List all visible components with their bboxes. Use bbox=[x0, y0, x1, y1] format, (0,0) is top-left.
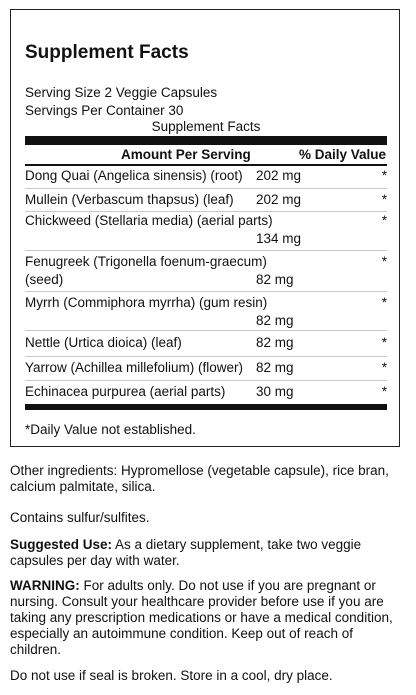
ingredient-dv: * bbox=[381, 360, 387, 375]
warning-label: WARNING: bbox=[10, 578, 80, 593]
row-divider bbox=[25, 356, 387, 357]
ingredient-row bbox=[25, 335, 387, 355]
suggested-use-text: As a dietary supplement, take two veggie bbox=[112, 537, 362, 552]
warning-text: For adults only. Do not use if you are pregnant or bbox=[79, 578, 376, 593]
ingredient-row bbox=[25, 295, 387, 333]
row-divider bbox=[25, 291, 387, 292]
row-divider bbox=[25, 188, 387, 189]
panel-subtitle: Supplement Facts bbox=[151, 119, 261, 134]
ingredient-amount: 202 mg bbox=[256, 192, 302, 207]
serving-size: Serving Size 2 Veggie Capsules bbox=[25, 85, 218, 100]
row-divider bbox=[25, 380, 387, 381]
other-ingredients-line: calcium palmitate, silica. bbox=[10, 479, 156, 494]
ingredient-amount: 82 mg bbox=[256, 360, 294, 375]
other-ingredients bbox=[10, 463, 408, 495]
ingredient-dv: * bbox=[381, 213, 387, 228]
ingredient-amount: 30 mg bbox=[256, 384, 294, 399]
ingredient-name: Yarrow (Achillea millefolium) (flower) bbox=[25, 360, 244, 375]
suggested-use-text-line: capsules per day with water. bbox=[10, 553, 180, 568]
row-divider bbox=[25, 250, 387, 251]
warning-text-line: children. bbox=[10, 642, 62, 657]
warning bbox=[10, 578, 408, 658]
bottom-thick-rule bbox=[25, 404, 387, 410]
panel-title: Supplement Facts bbox=[25, 42, 189, 63]
ingredient-dv: * bbox=[381, 295, 387, 310]
amount-per-serving-header: Amount Per Serving bbox=[121, 147, 251, 162]
ingredient-dv: * bbox=[381, 254, 387, 269]
daily-value-header: % Daily Value bbox=[299, 147, 387, 162]
ingredient-row bbox=[25, 213, 387, 251]
ingredient-name: Mullein (Verbascum thapsus) (leaf) bbox=[25, 192, 234, 207]
ingredient-dv: * bbox=[381, 192, 387, 207]
warning-text-line: especially an autoimmune condition. Keep out of reach of bbox=[10, 626, 353, 641]
other-ingredients-line: Other ingredients: Hypromellose (vegetable capsule), rice bran, bbox=[10, 463, 389, 478]
supplement-facts-panel bbox=[10, 9, 400, 447]
warning-text-line: taking any prescription medications or have a medical condition, bbox=[10, 610, 393, 625]
warning-text-line: nursing. Consult your healthcare provider before use if you are bbox=[10, 594, 384, 609]
servings-per-container: Servings Per Container 30 bbox=[25, 103, 184, 118]
ingredient-row bbox=[25, 168, 387, 188]
ingredient-name: Myrrh (Commiphora myrrha) (gum resin) bbox=[25, 295, 268, 310]
ingredient-name: Dong Quai (Angelica sinensis) (root) bbox=[25, 168, 243, 183]
ingredient-row bbox=[25, 192, 387, 212]
row-divider bbox=[25, 330, 387, 331]
sulfites-statement: Contains sulfur/sulfites. bbox=[10, 510, 150, 525]
row-divider bbox=[25, 211, 387, 212]
ingredient-dv: * bbox=[381, 335, 387, 350]
ingredient-dv: * bbox=[381, 168, 387, 183]
ingredient-dv: * bbox=[381, 384, 387, 399]
ingredient-row bbox=[25, 360, 387, 380]
ingredient-name: Echinacea purpurea (aerial parts) bbox=[25, 384, 226, 399]
ingredient-row bbox=[25, 384, 387, 404]
storage-statement: Do not use if seal is broken. Store in a cool, dry place. bbox=[10, 668, 333, 683]
daily-value-footnote: *Daily Value not established. bbox=[25, 422, 196, 437]
suggested-use bbox=[10, 537, 408, 569]
ingredient-name-continued: (seed) bbox=[25, 272, 64, 287]
ingredient-amount: 134 mg bbox=[256, 231, 302, 246]
ingredient-row bbox=[25, 254, 387, 292]
ingredient-amount: 82 mg bbox=[256, 272, 294, 287]
ingredient-amount: 82 mg bbox=[256, 335, 294, 350]
ingredient-amount: 202 mg bbox=[256, 168, 302, 183]
ingredient-amount: 82 mg bbox=[256, 313, 294, 328]
ingredient-name: Fenugreek (Trigonella foenum-graecum) bbox=[25, 254, 267, 269]
ingredient-name: Nettle (Urtica dioica) (leaf) bbox=[25, 335, 182, 350]
suggested-use-label: Suggested Use: bbox=[10, 537, 113, 552]
thick-rule bbox=[25, 136, 387, 145]
header-rule bbox=[25, 164, 387, 166]
ingredient-name: Chickweed (Stellaria media) (aerial parts) bbox=[25, 213, 273, 228]
